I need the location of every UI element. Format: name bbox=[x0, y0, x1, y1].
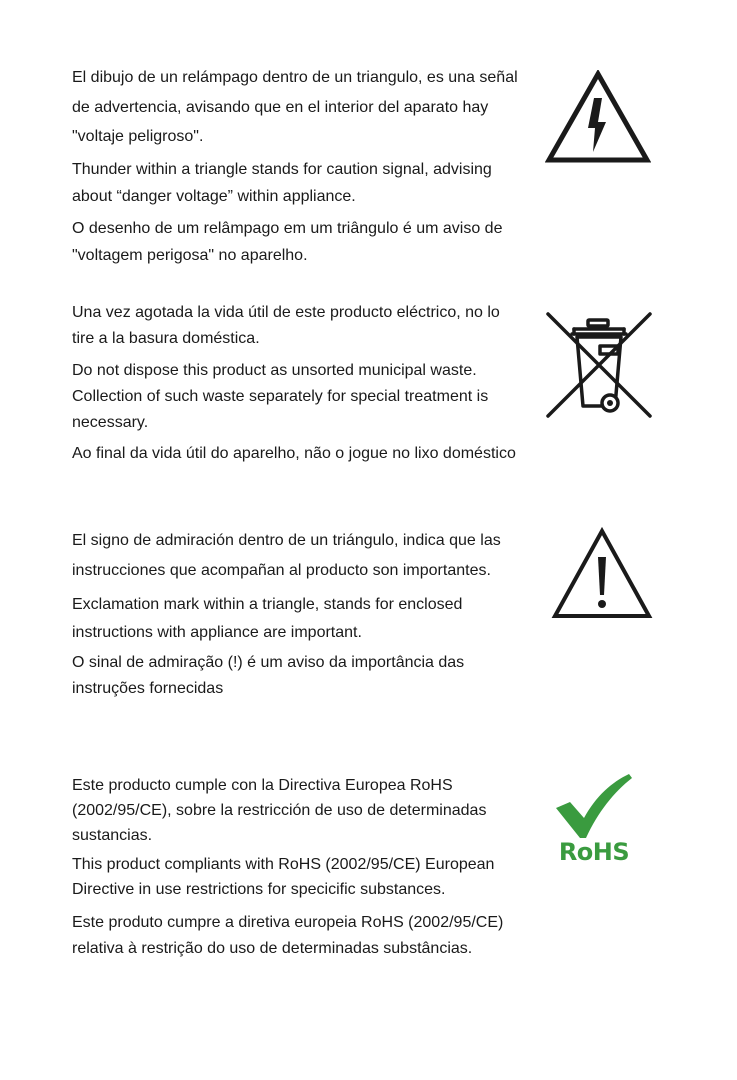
text-spanish: Este producto cumple con la Directiva Europea RoHS (2002/95/CE), sobre la restricción de uso de determinadas sustancias. bbox=[72, 777, 487, 844]
rohs-check-icon bbox=[552, 772, 636, 842]
rohs-label: RoHS bbox=[558, 838, 630, 866]
section-dangerous-voltage bbox=[72, 63, 522, 269]
section-important-instructions bbox=[72, 526, 532, 702]
lightning-warning-icon bbox=[545, 70, 651, 164]
text-portuguese: Ao final da vida útil do aparelho, não o jogue no lixo doméstico bbox=[72, 445, 516, 462]
text-english: Exclamation mark within a triangle, stands for enclosed instructions with appliance are important. bbox=[72, 596, 463, 641]
crossed-bin-icon bbox=[544, 310, 654, 420]
section-disposal bbox=[72, 300, 522, 466]
caution-icon bbox=[549, 525, 655, 621]
text-spanish: Una vez agotada la vida útil de este producto eléctrico, no lo tire a la basura doméstica. bbox=[72, 304, 500, 347]
text-portuguese: O desenho de um relâmpago em um triângulo é um aviso de "voltagem perigosa" no aparelho. bbox=[72, 219, 503, 264]
text-spanish: El signo de admiración dentro de un triángulo, indica que las instrucciones que acompañan al producto son importantes. bbox=[72, 532, 501, 579]
section-rohs bbox=[72, 773, 522, 962]
text-english: Thunder within a triangle stands for caution signal, advising about “danger voltage” within appliance. bbox=[72, 160, 492, 205]
text-english: This product compliants with RoHS (2002/95/CE) European Directive in use restrictions for specicific substances. bbox=[72, 856, 495, 898]
text-portuguese: O sinal de admiração (!) é um aviso da importância das instruções fornecidas bbox=[72, 654, 465, 697]
text-english: Do not dispose this product as unsorted municipal waste. Collection of such waste separately for special treatment is necessary. bbox=[72, 362, 489, 431]
rohs-logo bbox=[552, 772, 636, 868]
text-portuguese: Este produto cumpre a diretiva europeia RoHS (2002/95/CE) relativa à restrição do uso de determinadas substâncias. bbox=[72, 914, 504, 957]
text-spanish: El dibujo de un relámpago dentro de un triangulo, es una señal de advertencia, avisando que en el interior del aparato hay "voltaje peligroso". bbox=[72, 69, 518, 145]
